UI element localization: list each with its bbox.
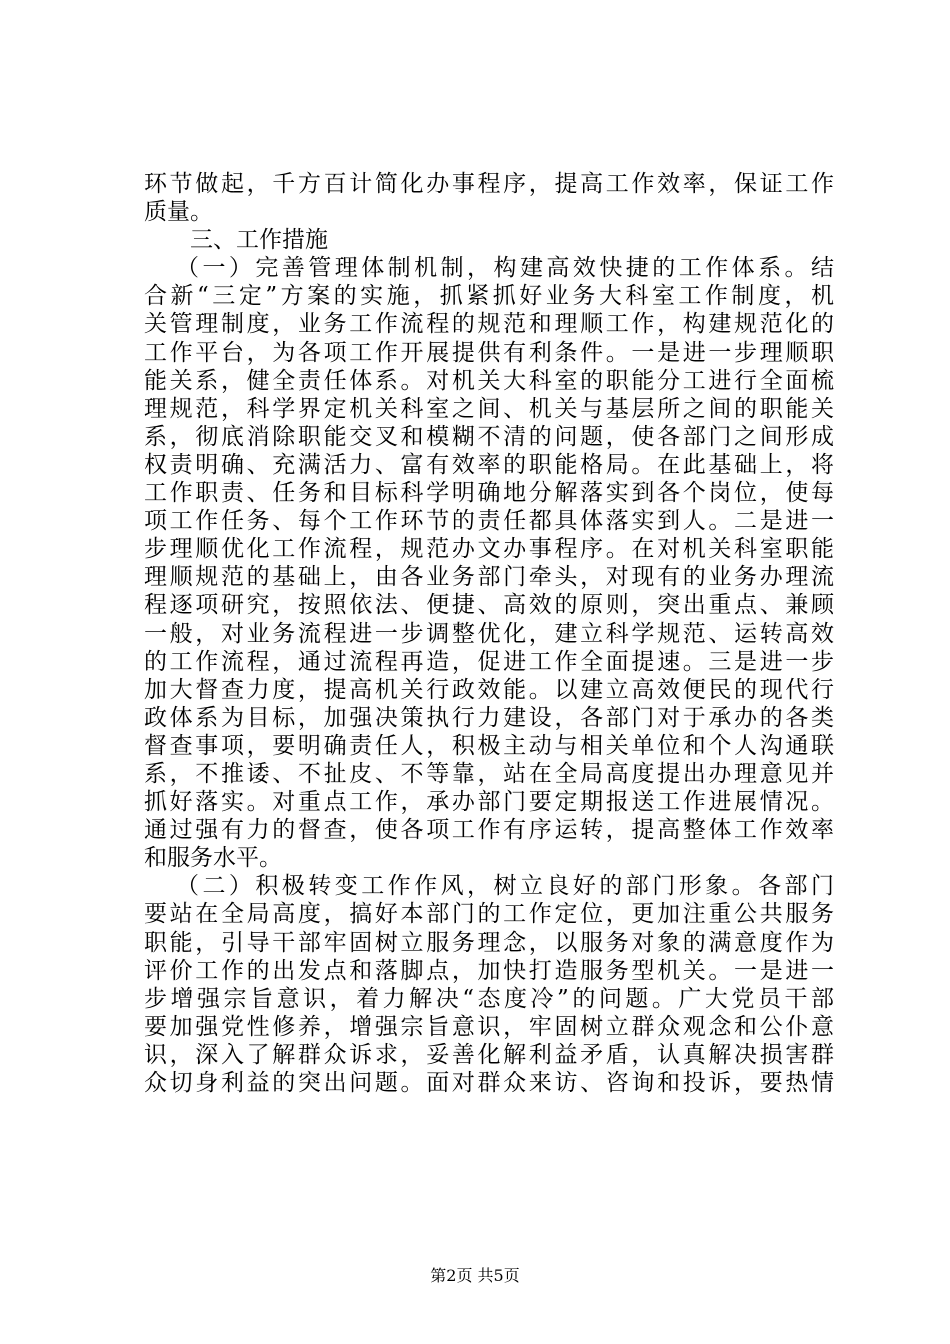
text-line: 工作平台，为各项工作开展提供有利条件。一是进一步理顺职 (144, 339, 834, 366)
text-line: 工作职责、任务和目标科学明确地分解落实到各个岗位，使每 (144, 480, 834, 507)
text-line: 督查事项，要明确责任人，积极主动与相关单位和个人沟通联 (144, 732, 834, 759)
text-line: 关管理制度，业务工作流程的规范和理顺工作，构建规范化的 (144, 311, 834, 338)
text-line: 环节做起，千方百计简化办事程序，提高工作效率，保证工作 (144, 171, 834, 197)
text-line: 政体系为目标，加强决策执行力建设，各部门对于承办的各类 (144, 704, 834, 731)
text-line: 步理顺优化工作流程，规范办文办事程序。在对机关科室职能 (144, 536, 834, 563)
paragraph-start: （一）完善管理体制机制，构建高效快捷的工作体系。结 (176, 255, 834, 282)
text-line: 加大督查力度，提高机关行政效能。以建立高效便民的现代行 (144, 676, 834, 703)
text-line: 质量。 (144, 199, 213, 226)
text-line: 步增强宗旨意识，着力解决“态度冷”的问题。广大党员干部 (144, 985, 834, 1012)
paragraph-start: （二）积极转变工作作风，树立良好的部门形象。各部门 (176, 873, 834, 900)
text-line: 识，深入了解群众诉求，妥善化解利益矛盾，认真解决损害群 (144, 1041, 834, 1068)
text-line: 众切身利益的突出问题。面对群众来访、咨询和投诉，要热情 (144, 1070, 834, 1096)
text-line: 项工作任务、每个工作环节的责任都具体落实到人。二是进一 (144, 508, 834, 535)
text-line: 权责明确、充满活力、富有效率的职能格局。在此基础上，将 (144, 451, 834, 478)
text-line: 系，彻底消除职能交叉和模糊不清的问题，使各部门之间形成 (144, 423, 834, 450)
text-line: 要加强党性修养，增强宗旨意识，牢固树立群众观念和公仆意 (144, 1013, 834, 1040)
text-line: 程逐项研究，按照依法、便捷、高效的原则，突出重点、兼顾 (144, 592, 834, 619)
text-line: 评价工作的出发点和落脚点，加快打造服务型机关。一是进一 (144, 957, 834, 984)
text-line: 要站在全局高度，搞好本部门的工作定位，更加注重公共服务 (144, 901, 834, 928)
text-line: 职能，引导干部牢固树立服务理念，以服务对象的满意度作为 (144, 929, 834, 956)
text-line: 系，不推诿、不扯皮、不等靠，站在全局高度提出办理意见并 (144, 760, 834, 787)
document-body (144, 170, 834, 1097)
text-line: 抓好落实。对重点工作，承办部门要定期报送工作进展情况。 (144, 789, 834, 816)
section-heading: 三、工作措施 (190, 227, 328, 254)
text-line: 和服务水平。 (144, 845, 282, 872)
text-line: 合新“三定”方案的实施，抓紧抓好业务大科室工作制度，机 (144, 283, 834, 310)
text-line: 的工作流程，通过流程再造，促进工作全面提速。三是进一步 (144, 648, 834, 675)
text-line: 一般，对业务流程进一步调整优化，建立科学规范、运转高效 (144, 620, 834, 647)
text-line: 能关系，健全责任体系。对机关大科室的职能分工进行全面梳 (144, 367, 834, 394)
text-line: 通过强有力的督查，使各项工作有序运转，提高整体工作效率 (144, 817, 834, 844)
page-footer: 第2页 共5页 (430, 1266, 520, 1285)
text-line: 理顺规范的基础上，由各业务部门牵头，对现有的业务办理流 (144, 564, 834, 591)
text-line: 理规范，科学界定机关科室之间、机关与基层所之间的职能关 (144, 395, 834, 422)
